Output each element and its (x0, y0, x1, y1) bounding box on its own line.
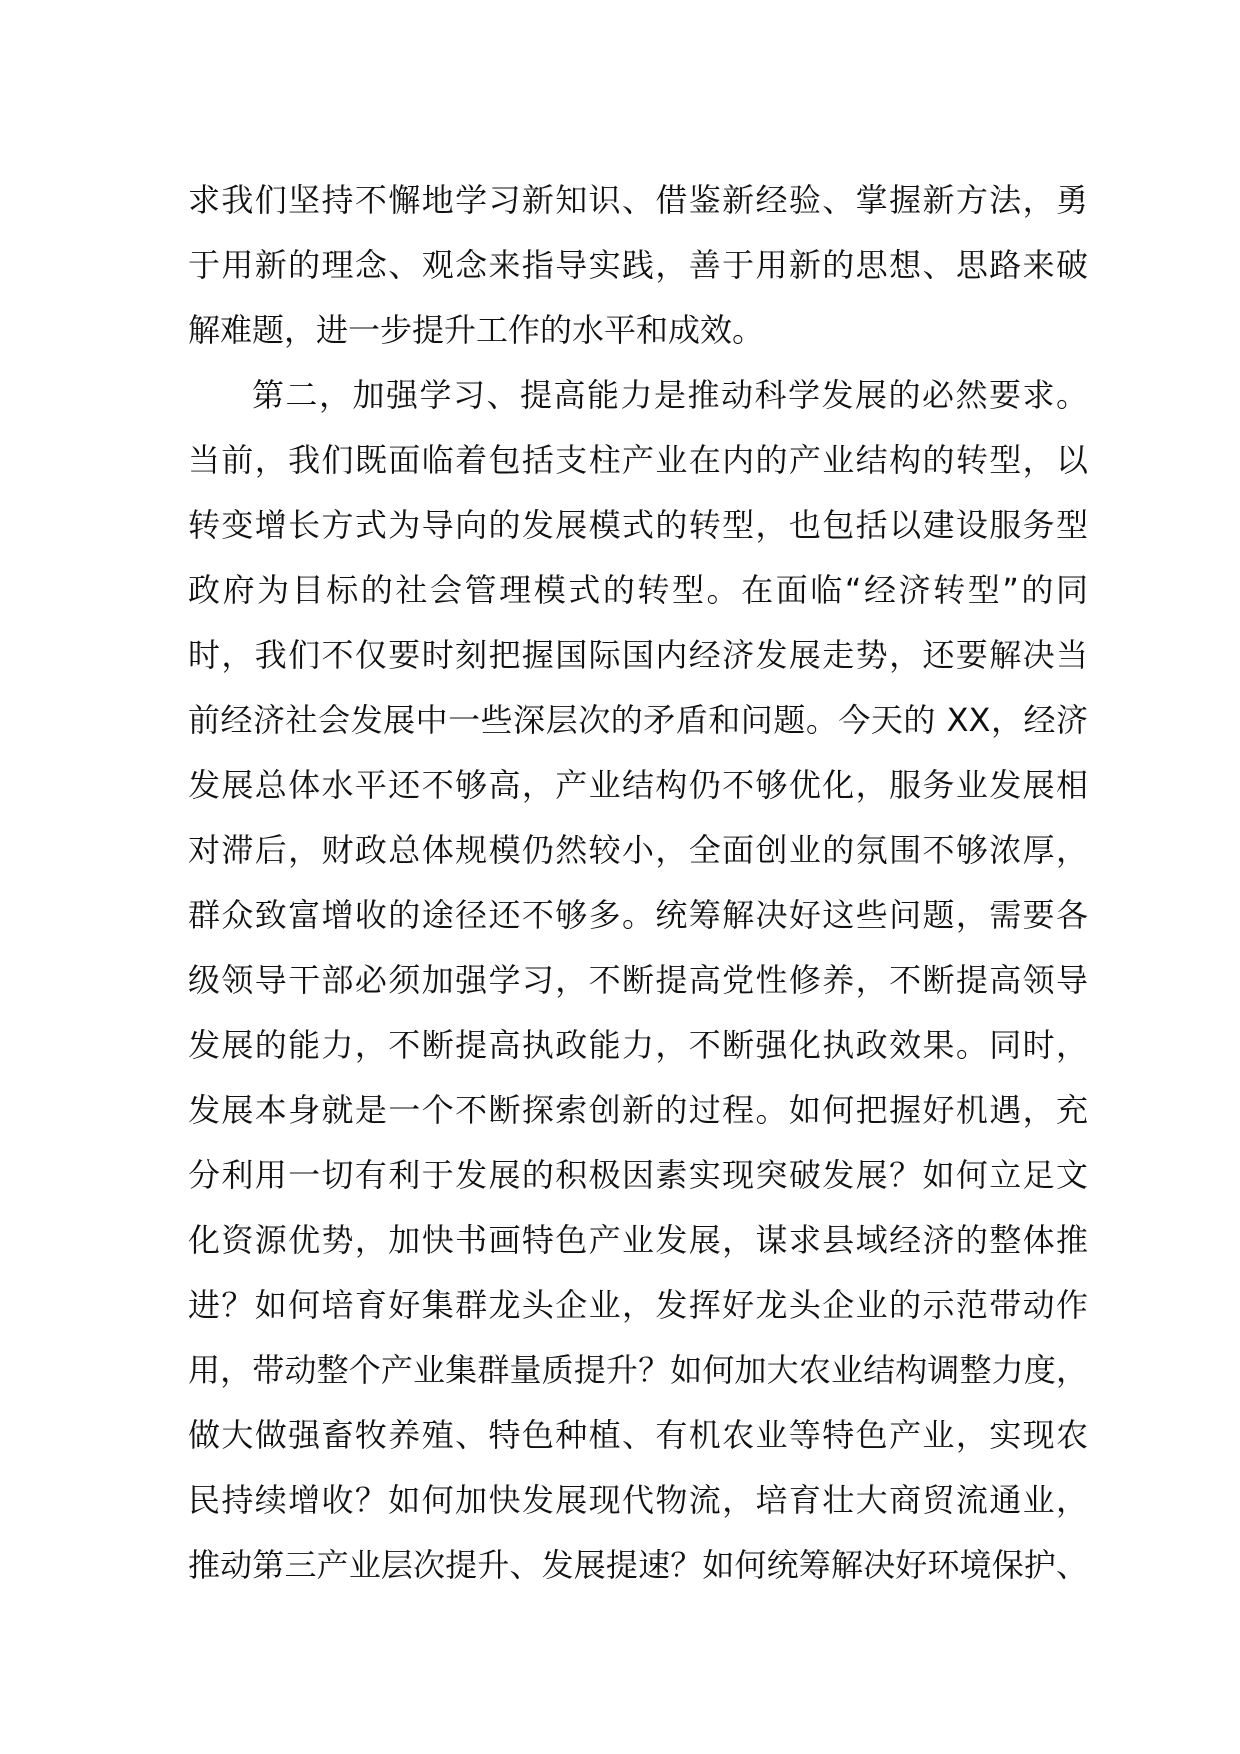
text-line: 用，带动整个产业集群量质提升？如何加大农业结构调整力度， (188, 1351, 1088, 1389)
text-line: 当前，我们既面临着包括支柱产业在内的产业结构的转型，以 (188, 441, 1088, 479)
text-line: 发展本身就是一个不断探索创新的过程。如何把握好机遇，充 (188, 1091, 1088, 1129)
text-line: 对滞后，财政总体规模仍然较小，全面创业的氛围不够浓厚， (188, 831, 1088, 869)
text-line: 推动第三产业层次提升、发展提速？如何统筹解决好环境保护、 (188, 1546, 1088, 1584)
text-line: 做大做强畜牧养殖、特色种植、有机农业等特色产业，实现农 (188, 1416, 1088, 1454)
text-line: 发展总体水平还不够高，产业结构仍不够优化，服务业发展相 (188, 766, 1088, 804)
text-line: 级领导干部必须加强学习，不断提高党性修养，不断提高领导 (188, 961, 1088, 999)
text-line: 解难题，进一步提升工作的水平和成效。 (188, 311, 765, 349)
paragraph-first-line: 第二，加强学习、提高能力是推动科学发展的必然要求。 (252, 376, 1088, 414)
text-line: 化资源优势，加快书画特色产业发展，谋求县域经济的整体推 (188, 1221, 1088, 1259)
text-line: 进？如何培育好集群龙头企业，发挥好龙头企业的示范带动作 (188, 1286, 1088, 1324)
text-line: 群众致富增收的途径还不够多。统筹解决好这些问题，需要各 (188, 896, 1088, 934)
text-line: 于用新的理念、观念来指导实践，善于用新的思想、思路来破 (188, 246, 1088, 284)
text-line: 前经济社会发展中一些深层次的矛盾和问题。今天的 XX，经济 (188, 701, 1088, 739)
text-line: 分利用一切有利于发展的积极因素实现突破发展？如何立足文 (188, 1156, 1088, 1194)
body-text (188, 168, 1088, 1598)
text-line: 政府为目标的社会管理模式的转型。在面临“经济转型”的同 (188, 571, 1088, 609)
text-line: 发展的能力，不断提高执政能力，不断强化执政效果。同时， (188, 1026, 1088, 1064)
text-line: 时，我们不仅要时刻把握国际国内经济发展走势，还要解决当 (188, 636, 1088, 674)
text-line: 转变增长方式为导向的发展模式的转型，也包括以建设服务型 (188, 506, 1088, 544)
text-line: 求我们坚持不懈地学习新知识、借鉴新经验、掌握新方法，勇 (188, 181, 1088, 219)
text-line: 民持续增收？如何加快发展现代物流，培育壮大商贸流通业， (188, 1481, 1088, 1519)
